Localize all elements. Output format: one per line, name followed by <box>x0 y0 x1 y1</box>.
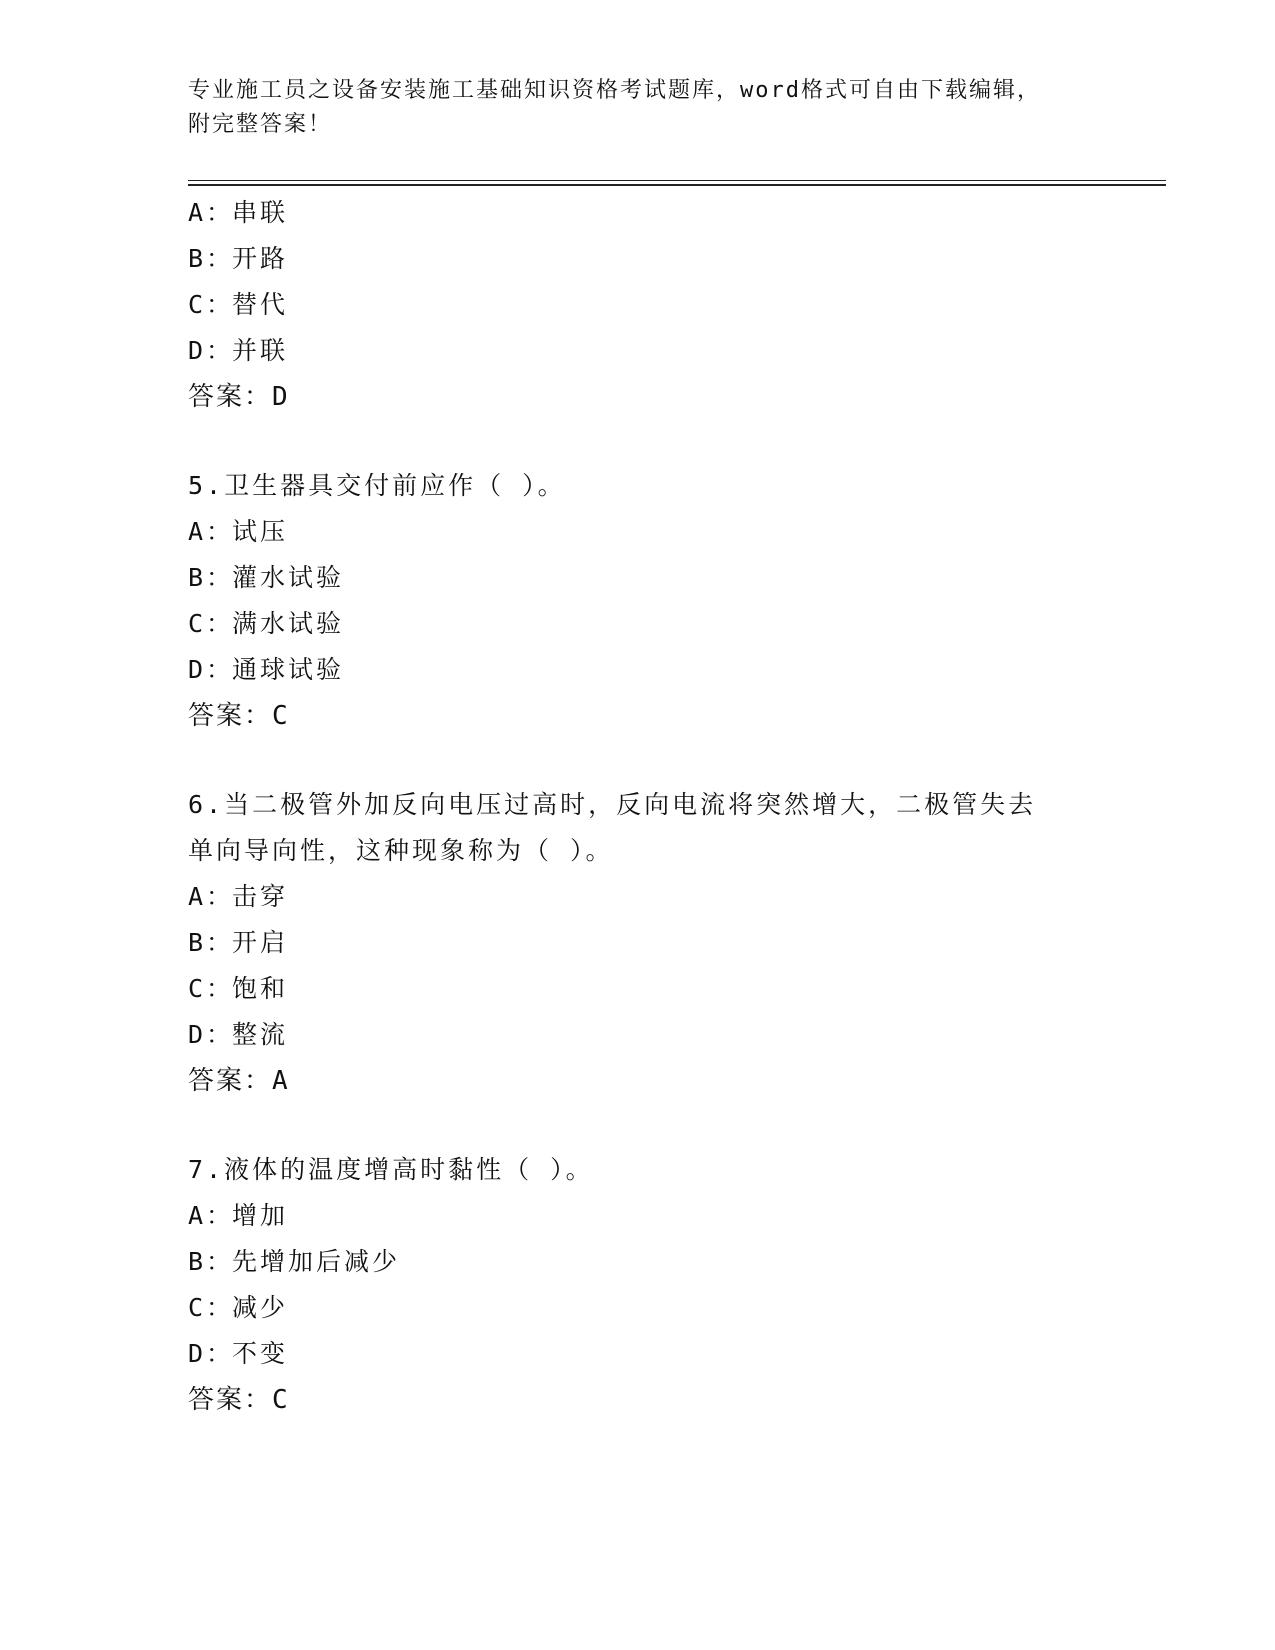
option-b <box>188 1239 1088 1285</box>
option-d <box>188 1012 1088 1058</box>
option-b <box>188 236 1088 282</box>
option-key: D： <box>188 336 235 365</box>
header-divider-thick <box>188 184 1166 186</box>
option-key: B： <box>188 1247 235 1276</box>
option-a <box>188 509 1088 555</box>
option-c <box>188 1285 1088 1331</box>
option-key: C： <box>188 290 235 319</box>
question-text-line-2: 单向导向性，这种现象称为（ ）。 <box>188 836 614 865</box>
option-key: D： <box>188 655 235 684</box>
option-key: A： <box>188 1201 235 1230</box>
option-text: 试压 <box>232 517 289 546</box>
option-text: 减少 <box>232 1293 289 1322</box>
option-text: 串联 <box>232 198 289 227</box>
option-key: C： <box>188 974 235 1003</box>
option-key: B： <box>188 563 235 592</box>
option-key: D： <box>188 1339 235 1368</box>
option-text: 开路 <box>232 244 289 273</box>
block-spacer <box>188 420 1088 463</box>
option-key: B： <box>188 928 235 957</box>
option-text: 开启 <box>232 928 289 957</box>
option-a <box>188 190 1088 236</box>
option-text: 并联 <box>232 336 289 365</box>
option-key: B： <box>188 244 235 273</box>
header-line-1: 专业施工员之设备安装施工基础知识资格考试题库，word格式可自由下载编辑， <box>188 78 1041 103</box>
answer-line: 答案：A <box>188 1066 290 1096</box>
question-block <box>188 1147 1088 1423</box>
option-d <box>188 328 1088 374</box>
question-block <box>188 782 1088 1104</box>
block-spacer <box>188 1104 1088 1147</box>
option-text: 饱和 <box>232 974 289 1003</box>
answer-line: 答案：D <box>188 382 290 412</box>
option-text: 击穿 <box>232 882 289 911</box>
option-text: 灌水试验 <box>232 563 345 592</box>
option-key: A： <box>188 517 235 546</box>
option-c <box>188 966 1088 1012</box>
header-divider-thin <box>188 180 1166 181</box>
option-key: C： <box>188 609 235 638</box>
option-c <box>188 282 1088 328</box>
option-text: 增加 <box>232 1201 289 1230</box>
document-header <box>188 74 1088 142</box>
option-key: A： <box>188 882 235 911</box>
question-block <box>188 463 1088 739</box>
answer-line: 答案：C <box>188 701 290 731</box>
answer-line: 答案：C <box>188 1385 290 1415</box>
option-text: 整流 <box>232 1020 289 1049</box>
question-block <box>188 190 1088 420</box>
question-list <box>188 190 1088 1423</box>
option-c <box>188 601 1088 647</box>
option-text: 满水试验 <box>232 609 345 638</box>
option-a <box>188 1193 1088 1239</box>
option-text: 替代 <box>232 290 289 319</box>
option-text: 先增加后减少 <box>232 1247 401 1276</box>
option-key: D： <box>188 1020 235 1049</box>
block-spacer <box>188 739 1088 782</box>
question-text-line-1: 6.当二极管外加反向电压过高时，反向电流将突然增大，二极管失去 <box>188 790 1037 819</box>
option-d <box>188 1331 1088 1377</box>
header-line-2: 附完整答案！ <box>188 112 333 137</box>
option-text: 通球试验 <box>232 655 345 684</box>
option-b <box>188 555 1088 601</box>
option-key: A： <box>188 198 235 227</box>
option-a <box>188 874 1088 920</box>
option-d <box>188 647 1088 693</box>
option-b <box>188 920 1088 966</box>
question-text: 7.液体的温度增高时黏性（ ）。 <box>188 1155 594 1184</box>
option-key: C： <box>188 1293 235 1322</box>
option-text: 不变 <box>232 1339 289 1368</box>
question-text: 5.卫生器具交付前应作（ ）。 <box>188 471 566 500</box>
